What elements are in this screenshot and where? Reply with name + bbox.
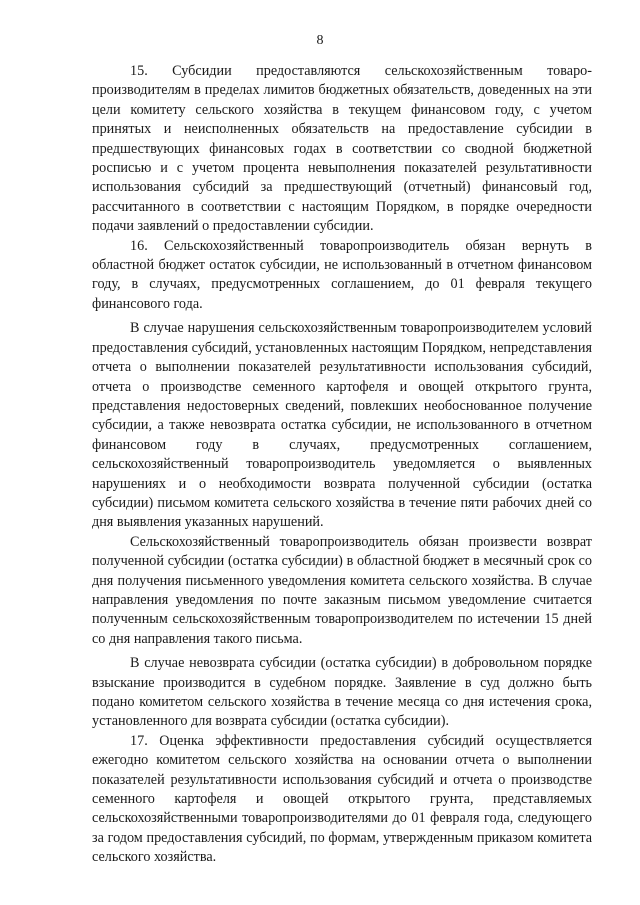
page-number: 8 <box>316 33 324 48</box>
paragraph-15: 15. Субсидии предоставляются сельскохозяйственным товаропроизводителям в пределах лимитов бюджетных обязательств, доведенных на эти цели комитету сельского хозяйства в текущем финансовом году, с учетом принятых и неисполненных обязательств на предоставление субсидии в предшествующих финансовых годах в соответствии со сводной бюджетной росписью и с учетом процента невыполнения показателей результативности использования субсидий за предшествующий (отчетный) финансовый год, рассчитанного в соответствии с настоящим Порядком, в порядке очередности подачи заявлений о предоставлении субсидии. <box>92 63 592 235</box>
paragraph-court-recovery: В случае невозврата субсидии (остатка субсидии) в добровольном порядке взыскание производится в судебном порядке. Заявление в суд должно быть подано комитетом сельского хозяйства в течение месяца со дня истечения срока, установленного для возврата субсидии (остатка субсидии). <box>92 655 592 730</box>
document-body <box>92 62 592 868</box>
paragraph-17: 17. Оценка эффективности предоставления субсидий осуществляется ежегодно комитетом сельского хозяйства на основании отчета о выполнении показателей результативности использования субсидий и отчета о производстве семенного картофеля и овощей открытого грунта, представляемых сельскохозяйственными товаропроизводителями до 01 февраля года, следующего за годом предоставления субсидий, по формам, утвержденным приказом комитета сельского хозяйства. <box>92 732 592 866</box>
paragraph-refund-obligation: Сельскохозяйственный товаропроизводитель обязан произвести возврат полученной субсидии (остатка субсидии) в областной бюджет в месячный срок со дня получения письменного уведомления комитета сельского хозяйства. В случае направления уведомления по почте заказным письмом уведомление считается полученным сельскохозяйственным товаропроизводителем по истечении 15 дней со дня направления такого письма. <box>92 533 592 647</box>
paragraph-violation-notice: В случае нарушения сельскохозяйственным товаропроизводителем условий предоставления субсидий, установленных настоящим Порядком, непредставления отчета о выполнении показателей результативности использования субсидий, отчета о производстве семенного картофеля и овощей открытого грунта, представления недостоверных сведений, повлекших необоснованное получение субсидии, а также невозврата остатка субсидии, не использованного в отчетном финансовом году в случаях, предусмотренных соглашением, сельскохозяйственный товаропроизводитель уведомляется о выявленных нарушениях и о необходимости возврата полученной субсидии (остатка субсидии) письмом комитета сельского хозяйства в течение пяти рабочих дней со дня выявления указанных нарушений. <box>92 320 592 531</box>
paragraph-16: 16. Сельскохозяйственный товаропроизводитель обязан вернуть в областной бюджет остаток субсидии, не использованный в отчетном финансовом году, в случаях, предусмотренных соглашением, до 01 февраля текущего финансового года. <box>92 237 592 312</box>
